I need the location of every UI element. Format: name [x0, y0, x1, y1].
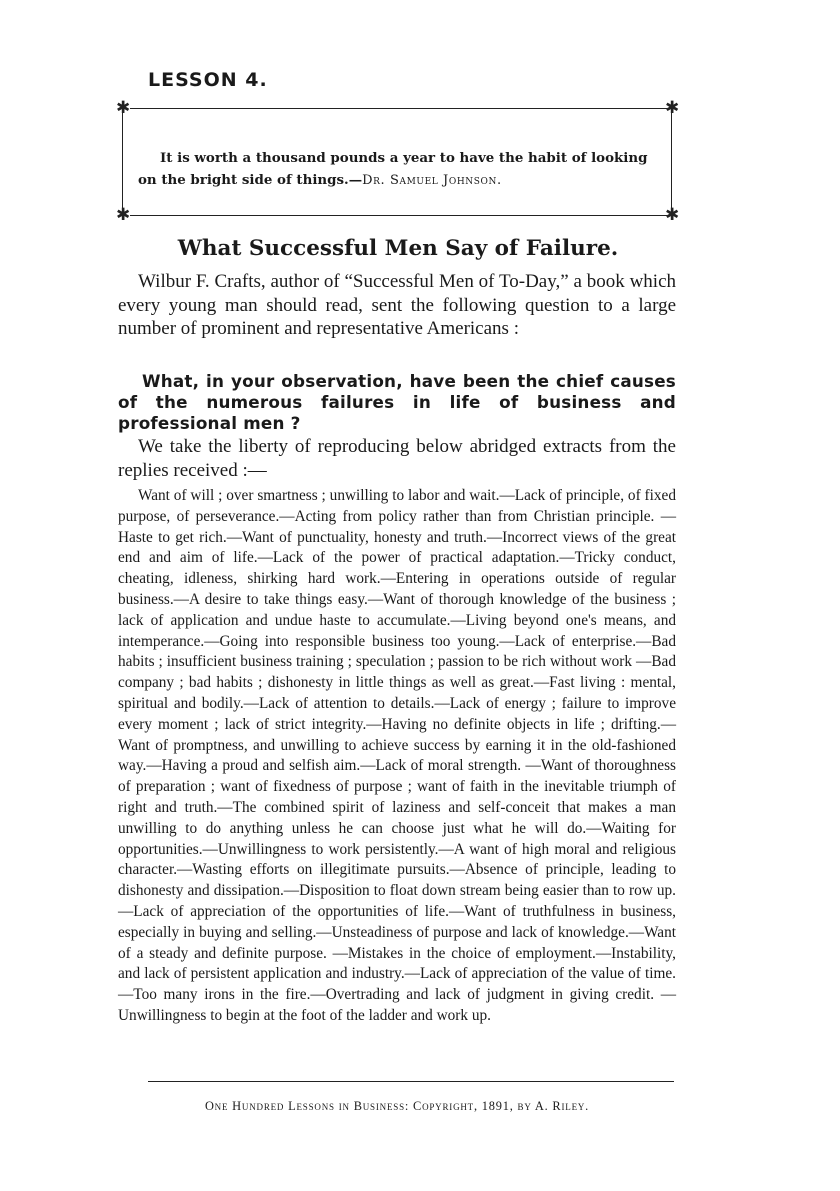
lead-paragraph: We take the liberty of reproducing below abridged extracts from the replies received :— [118, 436, 676, 481]
quote-line-2-text: on the bright side of things.— [138, 172, 363, 188]
quote-box [116, 99, 681, 223]
intro-paragraph: Wilbur F. Crafts, author of “Successful Men of To-Day,” a book which every young man should read, sent the following question to a large number of prominent and representative Americans : [118, 271, 676, 339]
quote-box-bottom-border [130, 215, 667, 216]
quote-box-right-border [671, 113, 672, 211]
corner-ornament-icon: ✱ [116, 98, 131, 118]
epigraph-quote [138, 147, 668, 192]
survey-question: What, in your observation, have been the chief causes of the numerous failures in life of business and professional men ? [118, 371, 676, 433]
footer-copyright: One Hundred Lessons in Business: Copyright, 1891, by A. Riley. [204, 1099, 590, 1113]
replies-paragraph: Want of will ; over smartness ; unwilling to labor and wait.—Lack of principle, of fixed purpose, of perseverance.—Acting from policy rather than from Christian principle. —Haste to get rich.—Want of punctuality, honesty and truth.—Incorrect views of the great end and aim of life.—Lack of the power of practical adaptation.—Tricky conduct, cheating, idleness, shirking hard work.—Entering in operations outside of regular business.—A desire to take things easy.—Want of thorough knowledge of the business ; lack of application and undue haste to accumulate.—Living beyond one's means, and intemperance.—Going into responsible business too young.—Lack of enterprise.—Bad habits ; insufficient business training ; speculation ; passion to be rich without work —Bad company ; bad habits ; dishonesty in little things as well as great.—Fast living : mental, spiritual and bodily.—Lack of attention to details.—Lack of energy ; failure to improve every moment ; lack of strict integrity.—Having no definite objects in life ; drifting.—Want of promptness, and unwilling to achieve success by earning it in the old-fashioned way.—Having a proud and selfish aim.—Lack of moral strength. —Want of thoroughness of preparation ; want of fixedness of purpose ; want of faith in the inevitable triumph of right and truth.—The combined spirit of laziness and self-conceit that makes a man unwilling to do anything unless he can choose just what he will do.—Waiting for opportunities.—Unwillingness to work persistently.—A want of high moral and religious character.—Wasting efforts on illegitimate pursuits.—Absence of principle, leading to dishonesty and dissipation.—Disposition to float down stream being easier than to row up.—Lack of appreciation of the opportunities of life.—Want of truthfulness in business, especially in buying and selling.—Unsteadiness of purpose and lack of knowledge.—Want of a steady and definite purpose. —Mistakes in the choice of employment.—Instability, and lack of persistent application and industry.—Lack of appreciation of the value of time.—Too many irons in the fire.—Overtrading and lack of judgment in giving credit. —Unwillingness to begin at the foot of the ladder and work up. [118, 487, 676, 1024]
lesson-heading: LESSON 4. [148, 69, 268, 91]
article-title: What Successful Men Say of Failure. [177, 236, 619, 261]
quote-attribution: Dr. Samuel Johnson. [362, 173, 502, 188]
quote-line-1: It is worth a thousand pounds a year to have the habit of looking [160, 150, 648, 166]
quote-box-top-border [130, 108, 667, 109]
quote-box-left-border [122, 113, 123, 211]
corner-ornament-icon: ✱ [116, 205, 131, 225]
corner-ornament-icon: ✱ [665, 98, 680, 118]
corner-ornament-icon: ✱ [665, 205, 680, 225]
quote-line-2 [138, 169, 668, 192]
footer-divider [148, 1081, 674, 1082]
